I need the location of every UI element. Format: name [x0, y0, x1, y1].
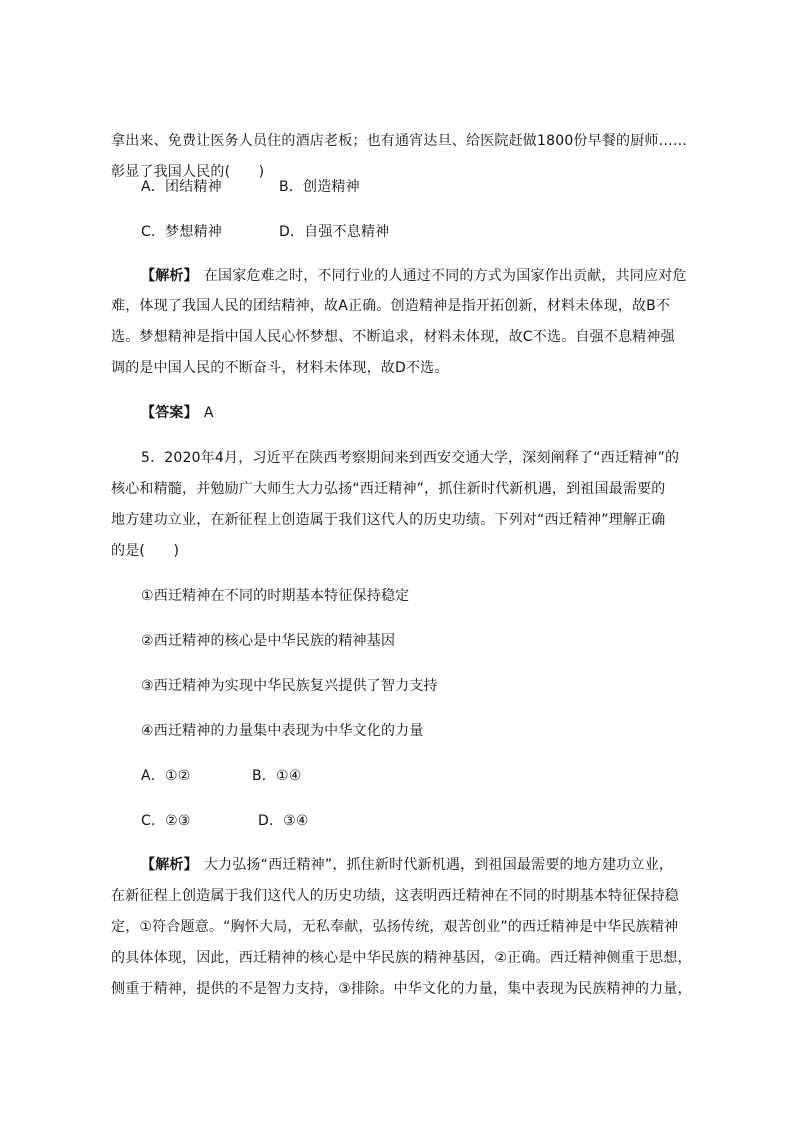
- q5-statement-2: ②西迁精神的核心是中华民族的精神基因: [141, 633, 396, 649]
- q5-option-a: A．①②: [141, 768, 191, 784]
- q4-option-a: A．团结精神: [141, 179, 222, 195]
- q4-analysis-tag: 【解析】: [141, 268, 198, 284]
- q5-statement-3: ③西迁精神为实现中华民族复兴提供了智力支持: [141, 678, 438, 694]
- q4-analysis-line-1: [141, 266, 687, 286]
- q4-option-c: C．梦想精神: [141, 224, 222, 240]
- q4-analysis-line-3: 选。梦想精神是指中国人民心怀梦想、不断追求，材料未体现，故C不选。自强不息精神强: [111, 329, 675, 345]
- q4-answer-line: [141, 403, 214, 423]
- q4-option-b: B．创造精神: [279, 179, 360, 195]
- q4-answer-value: A: [203, 405, 214, 421]
- q5-stem-line-4: 的是( ): [111, 543, 180, 559]
- q5-option-b: B．①④: [252, 768, 302, 784]
- q4-analysis-line-4: 调的是中国人民的不断奋斗，材料未体现，故D不选。: [111, 360, 449, 376]
- q5-option-c: C．②③: [141, 813, 191, 829]
- q4-stem-line-2: 彰显了我国人民的( ): [111, 164, 265, 180]
- q5-analysis-line-5: 侧重于精神，提供的不是智力支持，③排除。中华文化的力量，集中表现为民族精神的力量，: [111, 981, 692, 997]
- q5-statement-4: ④西迁精神的力量集中表现为中华文化的力量: [141, 723, 424, 739]
- q5-stem-line-1: 5．2020年4月，习近平在陕西考察期间来到西安交通大学，深刻阐释了“西迁精神”的: [141, 450, 680, 466]
- q4-answer-tag: 【答案】: [141, 405, 198, 421]
- q4-analysis-line-2: 难，体现了我国人民的团结精神，故A正确。创造精神是指开拓创新，材料未体现，故B不: [111, 298, 671, 314]
- q5-statement-1: ①西迁精神在不同的时期基本特征保持稳定: [141, 588, 410, 604]
- q4-option-d: D．自强不息精神: [279, 224, 390, 240]
- q4-stem-line-1: 拿出来、免费让医务人员住的酒店老板；也有通宵达旦、给医院赶做1800份早餐的厨师……: [111, 133, 688, 149]
- q5-analysis-line-4: 的具体体现，因此，西迁精神的核心是中华民族的精神基因，②正确。西迁精神侧重于思想，: [111, 950, 692, 966]
- q5-option-d: D．③④: [258, 813, 309, 829]
- q5-analysis-text-1: 大力弘扬“西迁精神”，抓住新时代新机遇，到祖国最需要的地方建功立业，: [203, 857, 674, 873]
- q4-analysis-text-1: 在国家危难之时，不同行业的人通过不同的方式为国家作出贡献，共同应对危: [203, 268, 687, 284]
- q5-analysis-tag: 【解析】: [141, 857, 198, 873]
- q5-analysis-line-1: [141, 855, 673, 875]
- q5-analysis-line-2: 在新征程上创造属于我们这代人的历史功绩，这表明西迁精神在不同的时期基本特征保持稳: [111, 888, 679, 904]
- q5-stem-line-3: 地方建功立业，在新征程上创造属于我们这代人的历史功绩。下列对“西迁精神”理解正确: [111, 512, 666, 528]
- q5-stem-line-2: 核心和精髓，并勉励广大师生大力弘扬“西迁精神”，抓住新时代新机遇，到祖国最需要的: [111, 481, 666, 497]
- q5-analysis-line-3: 定，①符合题意。“胸怀大局，无私奉献，弘扬传统，艰苦创业”的西迁精神是中华民族精神: [111, 919, 679, 935]
